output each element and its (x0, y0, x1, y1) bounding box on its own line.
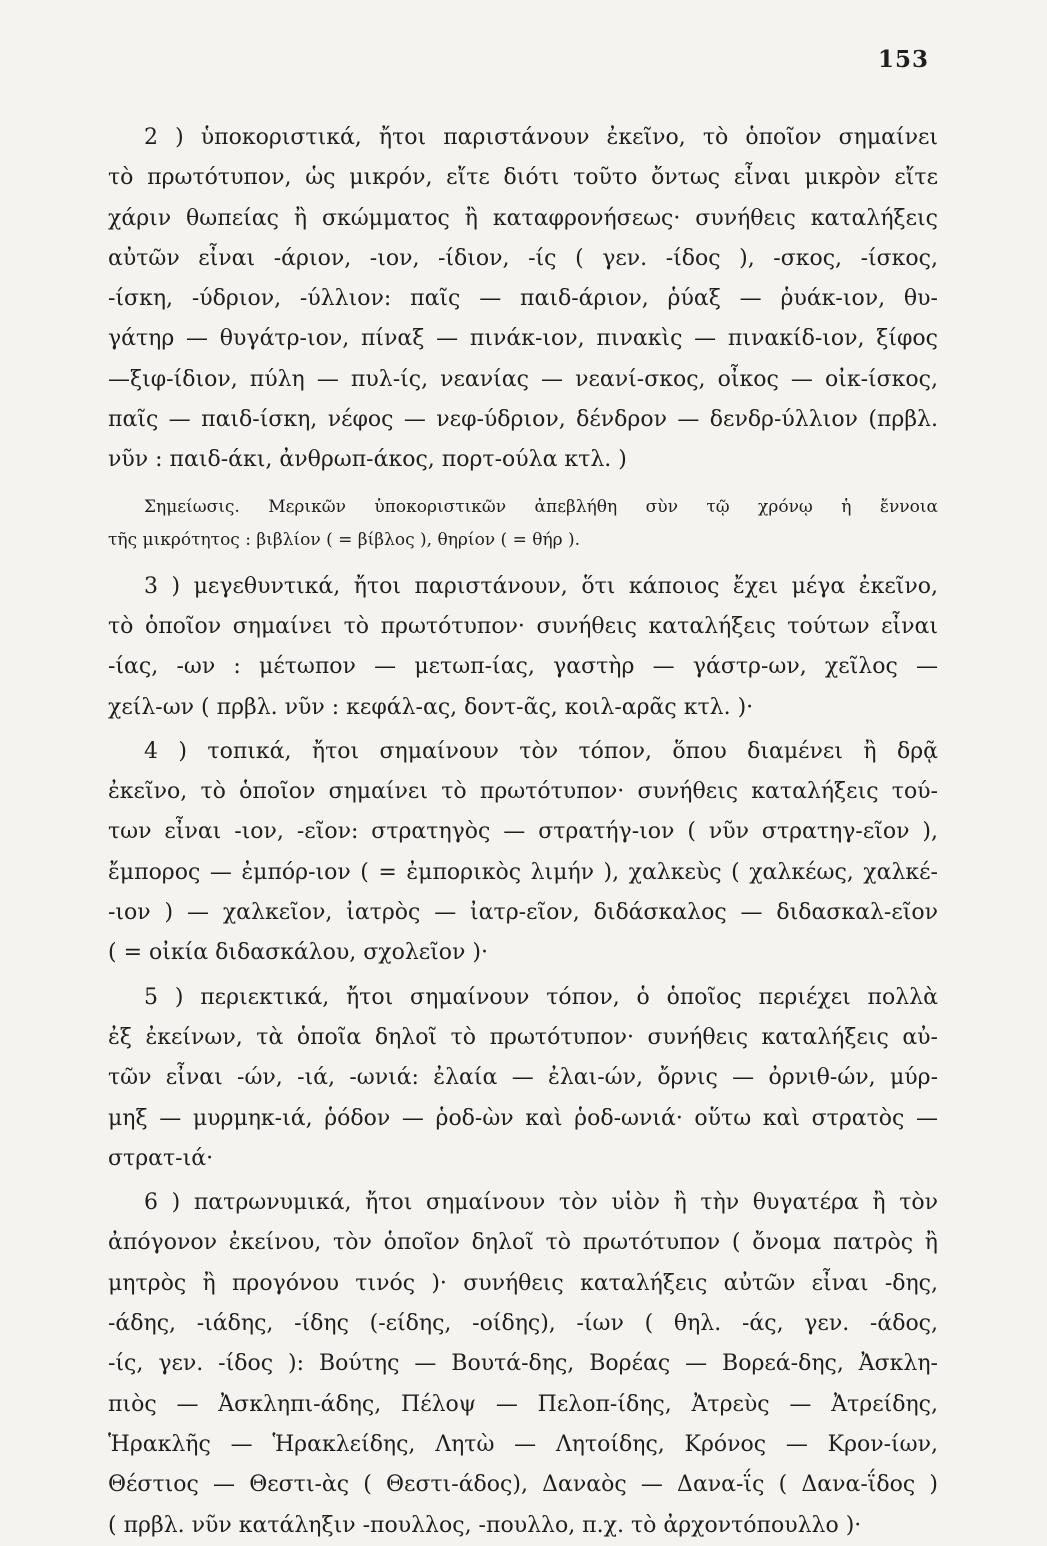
paragraph-locatives (108, 732, 938, 974)
text-line: 6 ) πατρωνυμικά, ἤτοι σημαίνουν τὸν υἱὸν ἢ τὴν θυγατέρα ἢ τὸν (144, 1190, 938, 1216)
note-line: τῆς μικρότητος : βιβλίον ( = βίβλος ), θηρίον ( = θήρ ). (108, 529, 581, 550)
text-line: 4 ) τοπικά, ἤτοι σημαίνουν τὸν τόπον, ὅπου διαμένει ἢ δρᾷ (144, 738, 938, 764)
text-line: ( πρβλ. νῦν κατάληξιν -πουλλος, -πουλλο, π.χ. τὸ ἀρχοντόπουλλο )· (108, 1512, 862, 1538)
text-line: 5 ) περιεκτικά, ἤτοι σημαίνουν τόπον, ὁ ὁποῖος περιέχει πολλὰ (144, 984, 938, 1010)
text-line: χείλ-ων ( πρβλ. νῦν : κεφάλ-ας, δοντ-ᾶς, κοιλ-αρᾶς κτλ. )· (108, 694, 754, 720)
text-line: τὸ ὁποῖον σημαίνει τὸ πρωτότυπον· συνήθεις καταλήξεις τούτων εἶναι (108, 613, 938, 639)
text-line: γάτηρ — θυγάτρ-ιον, πίναξ — πινάκ-ιον, πινακὶς — πινακίδ-ιον, ξίφος (108, 326, 938, 352)
page-number: 153 (877, 46, 929, 73)
text-line: -ίσκη, -ύδριον, -ύλλιον: παῖς — παιδ-άριον, ῥύαξ — ῥυάκ-ιον, θυ- (108, 286, 938, 312)
page-body (108, 118, 938, 1546)
text-line: παῖς — παιδ-ίσκη, νέφος — νεφ-ύδριον, δένδρον — δενδρ-ύλλιον (πρβλ. (108, 407, 938, 433)
text-line: ἐξ ἐκείνων, τὰ ὁποῖα δηλοῖ τὸ πρωτότυπον· συνήθεις καταλήξεις αὐ- (108, 1024, 938, 1050)
text-line: 2 ) ὑποκοριστικά, ἤτοι παριστάνουν ἐκεῖνο, τὸ ὁποῖον σημαίνει (144, 125, 938, 150)
text-line: -ίς, γεν. -ίδος ): Βούτης — Βουτά-δης, Βορέας — Βορεά-δης, Ἀσκλη- (108, 1351, 938, 1377)
text-line: ἀπόγονον ἐκείνου, τὸν ὁποῖον δηλοῖ τὸ πρωτότυπον ( ὄνομα πατρὸς ἢ (108, 1230, 938, 1256)
text-line: —ξιφ-ίδιον, πύλη — πυλ-ίς, νεανίας — νεανί-σκος, οἶκος — οἰκ-ίσκος, (108, 366, 938, 392)
text-line: Θέστιος — Θεστι-ὰς ( Θεστι-άδος), Δαναὸς — Δανα-ΐς ( Δανα-ΐδος ) (108, 1472, 938, 1498)
paragraph-collectives (108, 978, 938, 1179)
paragraph-patronymics (108, 1183, 938, 1546)
text-line: χάριν θωπείας ἢ σκώμματος ἢ καταφρονήσεως· συνήθεις καταλήξεις (108, 205, 938, 231)
text-line: νῦν : παιδ-άκι, ἀνθρωπ-άκος, πορτ-ούλα κτλ. ) (108, 447, 627, 473)
text-line: -ιον ) — χαλκεῖον, ἰατρὸς — ἰατρ-εῖον, διδάσκαλος — διδασκαλ-εῖον (108, 900, 938, 926)
text-line: -ίας, -ων : μέτωπον — μετωπ-ίας, γαστὴρ — γάστρ-ων, χεῖλος — (108, 654, 938, 680)
text-line: -άδης, -ιάδης, -ίδης (-είδης, -οίδης), -ίων ( θηλ. -άς, γεν. -άδος, (108, 1311, 938, 1337)
paragraph-diminutives (108, 118, 938, 481)
text-line: στρατ-ιά· (108, 1145, 214, 1171)
text-line: τῶν εἶναι -ών, -ιά, -ωνιά: ἐλαία — ἐλαι-ών, ὄρνις — ὀρνιθ-ών, μύρ- (108, 1065, 938, 1091)
text-line: Ἡρακλῆς — Ἡρακλείδης, Λητὼ — Λητοίδης, Κρόνος — Κρον-ίων, (108, 1431, 938, 1457)
text-line: αὐτῶν εἶναι -άριον, -ιον, -ίδιον, -ίς ( γεν. -ίδος ), -σκος, -ίσκος, (108, 245, 938, 271)
note-line: Σημείωσις. Μερικῶν ὑποκοριστικῶν ἀπεβλήθη σὺν τῷ χρόνῳ ἡ ἔννοια (144, 496, 938, 517)
text-line: ἔμπορος — ἐμπόρ-ιον ( = ἐμπορικὸς λιμήν ), χαλκεὺς ( χαλκέως, χαλκέ- (108, 859, 938, 885)
text-line: 3 ) μεγεθυντικά, ἤτοι παριστάνουν, ὅτι κάποιος ἔχει μέγα ἐκεῖνο, (144, 573, 938, 599)
text-line: τὸ πρωτότυπον, ὡς μικρόν, εἴτε διότι τοῦτο ὄντως εἶναι μικρὸν εἴτε (108, 165, 938, 191)
text-line: ( = οἰκία διδασκάλου, σχολεῖον )· (108, 940, 488, 966)
text-line: ἐκεῖνο, τὸ ὁποῖον σημαίνει τὸ πρωτότυπον· συνήθεις καταλήξεις τού- (108, 779, 938, 805)
text-line: μητρὸς ἢ προγόνου τινός )· συνήθεις καταλήξεις αὐτῶν εἶναι -δης, (108, 1270, 938, 1296)
note-remark (108, 491, 938, 557)
text-line: των εἶναι -ιον, -εῖον: στρατηγὸς — στρατήγ-ιον ( νῦν στρατηγ-εῖον ), (108, 819, 938, 845)
text-line: μηξ — μυρμηκ-ιά, ῥόδον — ῥοδ-ὼν καὶ ῥοδ-ωνιά· οὕτω καὶ στρατὸς — (108, 1105, 938, 1131)
text-line: πιὸς — Ἀσκληπι-άδης, Πέλοψ — Πελοπ-ίδης, Ἀτρεὺς — Ἀτρείδης, (108, 1391, 938, 1417)
paragraph-augmentatives (108, 567, 938, 728)
